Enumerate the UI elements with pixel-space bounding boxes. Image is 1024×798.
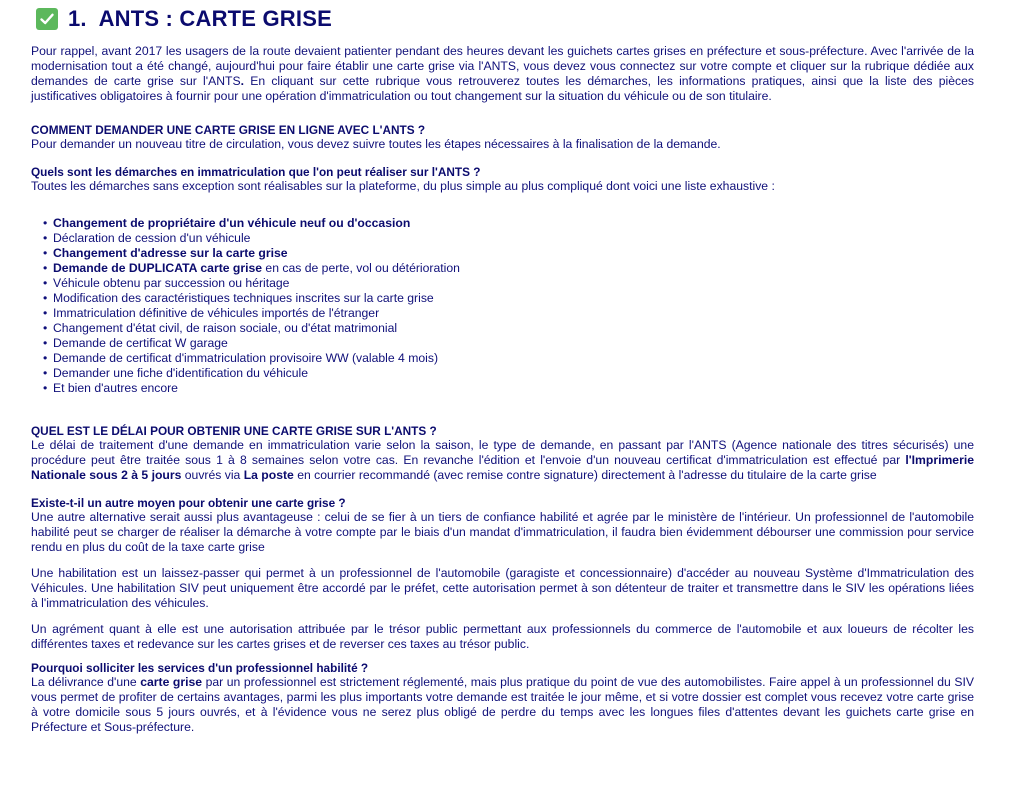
intro-paragraph [31, 44, 974, 104]
section-heading-delai: QUEL EST LE DÉLAI POUR OBTENIR UNE CARTE GRISE SUR L'ANTS ? [31, 424, 437, 438]
list-item [53, 216, 974, 231]
list-item-text: en cas de perte, vol ou détérioration [262, 261, 460, 275]
section-heading-online: COMMENT DEMANDER UNE CARTE GRISE EN LIGNE AVEC L'ANTS ? [31, 123, 426, 137]
list-item [53, 366, 974, 381]
pro-text-1: La délivrance d'une [31, 675, 141, 689]
list-item [53, 261, 974, 276]
section-heading-professionnel: Pourquoi solliciter les services d'un professionnel habilité ? [31, 661, 369, 675]
delai-text-1: Le délai de traitement d'une demande en immatriculation varie selon la saison, le type de demande, en passant par l'ANTS (Agence nationale des titres sécurisés) une procédure peut être traitée sous 1 à 8 semaines selon votre cas. En revanche l'édition et l'envoie d'un nouveau certificat d'immatriculation est effectué par [31, 438, 974, 467]
section-text-delai [31, 438, 974, 483]
list-item [53, 276, 974, 291]
list-item-text: Demande de certificat d'immatriculation provisoire WW (valable 4 mois) [53, 351, 439, 365]
list-item-text: Demander une fiche d'identification du véhicule [53, 366, 309, 380]
title-number: 1. [68, 6, 87, 31]
page-title [68, 6, 332, 32]
list-item-bold: Changement de propriétaire d'un véhicule neuf ou d'occasion [53, 216, 411, 230]
section-text-demarches: Toutes les démarches sans exception sont réalisables sur la plateforme, du plus simple au plus compliqué dont voici une liste exhaustive : [31, 179, 775, 193]
list-item-text: Changement d'état civil, de raison sociale, ou d'état matrimonial [53, 321, 398, 335]
section-text-online: Pour demander un nouveau titre de circulation, vous devez suivre toutes les étapes nécessaires à la finalisation de la demande. [31, 137, 721, 151]
list-item-text: Modification des caractéristiques techniques inscrites sur la carte grise [53, 291, 434, 305]
list-item-text: Immatriculation définitive de véhicules importés de l'étranger [53, 306, 380, 320]
pro-text-2: par un professionnel est strictement réglementé, mais plus pratique du point de vue des automobilistes. Faire appel à un professionnel du SIV vous permet de profiter de certains avantages, parmi les plus importants votre demande est traitée le jour même, et si votre dossier est complet vous recevez votre carte grise à votre domicile sous 5 jours ouvrés, et à l'évidence vous ne serez plus obligé de perdre du temps avec les longues files d'attentes devant les guichets carte grise en Préfecture et Sous-préfecture. [31, 675, 974, 734]
list-item-text: Et bien d'autres encore [53, 381, 178, 395]
intro-text-1: Pour rappel, avant 2017 les usagers de la route devaient patienter pendant des heures devant les guichets cartes grises en préfecture et sous-préfecture. Avec l'arrivée de la modernisation tout a été changé, aujourd'hui pour faire établir une carte grise via l'ANTS, vous devez vous connectez sur votre compte et cliquer sur la rubrique dédiée aux demandes de carte grise sur l'ANTS [31, 44, 974, 88]
delai-text-2: ouvrés via [181, 468, 244, 482]
list-item [53, 306, 974, 321]
list-item-text: Véhicule obtenu par succession ou héritage [53, 276, 290, 290]
section-text-professionnel [31, 675, 974, 735]
list-item-text: Déclaration de cession d'un véhicule [53, 231, 251, 245]
section-text-alternative-2: Une habilitation est un laissez-passer qui permet à un professionnel de l'automobile (garagiste et concessionnaire) d'accéder au nouveau Système d'Immatriculation des Véhicules. Une habilitation SIV peut uniquement être accordé par le préfet, cette autorisation permet à son détenteur de traiter et transmettre dans le SIV les opérations liées à l'immatriculation des véhicules. [31, 566, 974, 610]
section-heading-alternative: Existe-t-il un autre moyen pour obtenir une carte grise ? [31, 496, 346, 510]
pro-bold-carte-grise: carte grise [140, 675, 203, 689]
check-mark-icon [36, 8, 58, 30]
demarches-list [31, 216, 974, 396]
delai-bold-poste: La poste [243, 468, 294, 482]
intro-text-2: En cliquant sur cette rubrique vous retrouverez toutes les démarches, les informations pratiques, ainsi que la liste des pièces justificatives obligatoires à fournir pour une opération d'immatriculation ou tout changement sur la situation du véhicule ou de son titulaire. [31, 74, 974, 103]
delai-text-3: en courrier recommandé (avec remise contre signature) directement à l'adresse du titulaire de la carte grise [293, 468, 877, 482]
article [0, 2, 1024, 798]
list-item-bold: Changement d'adresse sur la carte grise [53, 246, 288, 260]
list-item [53, 336, 974, 351]
title-row [31, 2, 974, 36]
list-item-bold: Demande de DUPLICATA carte grise [53, 261, 263, 275]
section-text-alternative-1: Une autre alternative serait aussi plus avantageuse : celui de se fier à un tiers de confiance habilité et agrée par le ministère de l'intérieur. Un professionnel de l'automobile habilité peut se charger de réaliser la démarche à votre compte par le biais d'un mandat d'immatriculation, il faudra bien évidemment débourser une commission pour service rendu en plus du coût de la taxe carte grise [31, 510, 974, 554]
list-item [53, 231, 974, 246]
section-text-alternative-3: Un agrément quant à elle est une autorisation attribuée par le trésor public permettant aux professionnels du commerce de l'automobile et aux loueurs de récolter les différentes taxes et redevance sur les cartes grises et de reverser ces taxes au trésor public. [31, 622, 974, 651]
list-item [53, 246, 974, 261]
list-item [53, 321, 974, 336]
list-item [53, 381, 974, 396]
list-item-text: Demande de certificat W garage [53, 336, 228, 350]
intro-bold-1: . [240, 74, 244, 88]
delai-bold-imprimerie: l'Imprimerie Nationale sous 2 à 5 jours [31, 453, 974, 482]
section-heading-demarches: Quels sont les démarches en immatriculation que l'on peut réaliser sur l'ANTS ? [31, 165, 481, 179]
list-item [53, 291, 974, 306]
title-text: ANTS : CARTE GRISE [98, 6, 332, 31]
list-item [53, 351, 974, 366]
